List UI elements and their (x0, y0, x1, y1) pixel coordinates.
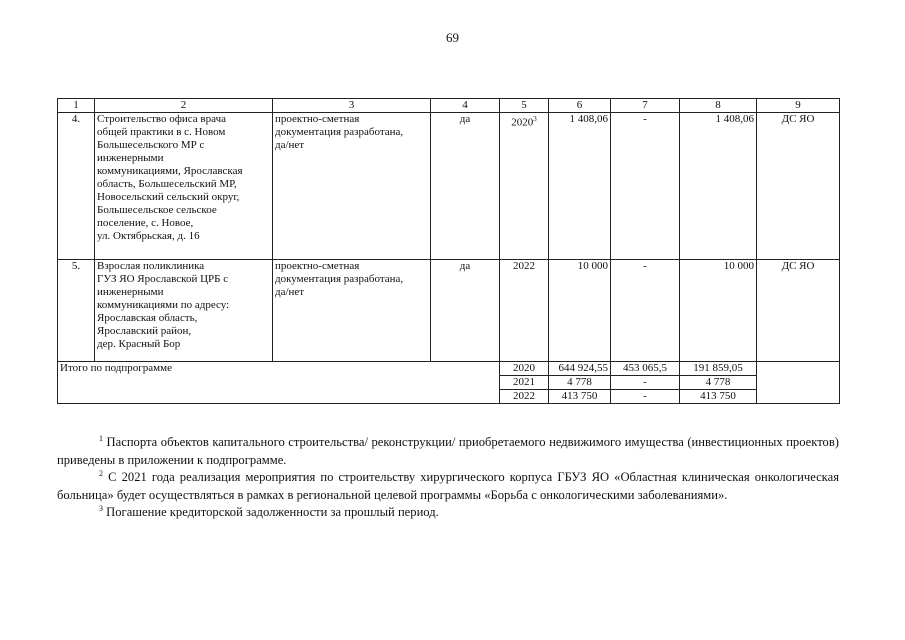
header-cell: 3 (273, 99, 431, 113)
row-number: 4. (58, 113, 95, 260)
executor: ДС ЯО (757, 260, 840, 362)
footnote (57, 469, 839, 504)
year-cell (500, 113, 549, 260)
header-cell: 9 (757, 99, 840, 113)
indicator-value: да (431, 260, 500, 362)
total-amount: 1 408,06 (549, 113, 611, 260)
summary-regional: 191 859,05 (680, 362, 757, 376)
footnote-mark: 2 (99, 469, 103, 478)
header-cell: 5 (500, 99, 549, 113)
object-name: Взрослая поликлиника ГУЗ ЯО Ярославской ЦРБ с инженерными коммуникациями по адресу: Ярославская область, Ярославский район, дер. Красный Бор (95, 260, 273, 362)
header-cell: 6 (549, 99, 611, 113)
table-row (58, 260, 840, 362)
regional-amount: 1 408,06 (680, 113, 757, 260)
summary-regional: 413 750 (680, 390, 757, 404)
executor: ДС ЯО (757, 113, 840, 260)
object-name: Строительство офиса врача общей практики в с. Новом Большесельского МР с инженерными коммуникациями, Ярославская область, Большесельский МР, Новосельский сельский округ, Большесельское сельское поселение, с. Новое, ул. Октябрьская, д. 16 (95, 113, 273, 260)
summary-federal: 453 065,5 (611, 362, 680, 376)
footnote (57, 504, 839, 522)
footnote-mark: 1 (99, 434, 103, 443)
footnote-text: С 2021 года реализация мероприятия по строительству хирургического корпуса ГБУЗ ЯО «Областная клиническая онкологическая больница» будет осуществляться в рамках в региональной целевой программы «Борьба с онкологическими заболеваниями». (57, 470, 839, 502)
summary-label: Итого по подпрограмме (58, 362, 500, 404)
year: 2022 (500, 260, 549, 362)
summary-total: 644 924,55 (549, 362, 611, 376)
federal-amount: - (611, 260, 680, 362)
summary-year: 2021 (500, 376, 549, 390)
regional-amount: 10 000 (680, 260, 757, 362)
summary-federal: - (611, 376, 680, 390)
table-row (58, 113, 840, 260)
summary-federal: - (611, 390, 680, 404)
table-header-row (58, 99, 840, 113)
summary-year: 2022 (500, 390, 549, 404)
footnotes (57, 434, 839, 522)
total-amount: 10 000 (549, 260, 611, 362)
footnote-ref: 3 (533, 115, 537, 123)
header-cell: 7 (611, 99, 680, 113)
page-number: 69 (446, 30, 459, 45)
footnote-text: Паспорта объектов капитального строительства/ реконструкции/ приобретаемого недвижимого имущества (инвестиционных проектов) приведены в приложении к подпрограмме. (57, 435, 839, 467)
header-cell: 1 (58, 99, 95, 113)
summary-year: 2020 (500, 362, 549, 376)
year: 2020 (511, 116, 534, 129)
footnote-mark: 3 (99, 504, 103, 513)
indicator-value: да (431, 113, 500, 260)
indicator: проектно-сметная документация разработана, да/нет (273, 113, 431, 260)
program-table (57, 98, 840, 404)
header-cell: 2 (95, 99, 273, 113)
federal-amount: - (611, 113, 680, 260)
header-cell: 8 (680, 99, 757, 113)
header-cell: 4 (431, 99, 500, 113)
footnote-text: Погашение кредиторской задолженности за прошлый период. (106, 505, 439, 519)
footnote (57, 434, 839, 469)
summary-total: 413 750 (549, 390, 611, 404)
summary-total: 4 778 (549, 376, 611, 390)
summary-row (58, 362, 840, 376)
indicator: проектно-сметная документация разработана, да/нет (273, 260, 431, 362)
summary-executor-empty (757, 362, 840, 404)
row-number: 5. (58, 260, 95, 362)
summary-regional: 4 778 (680, 376, 757, 390)
